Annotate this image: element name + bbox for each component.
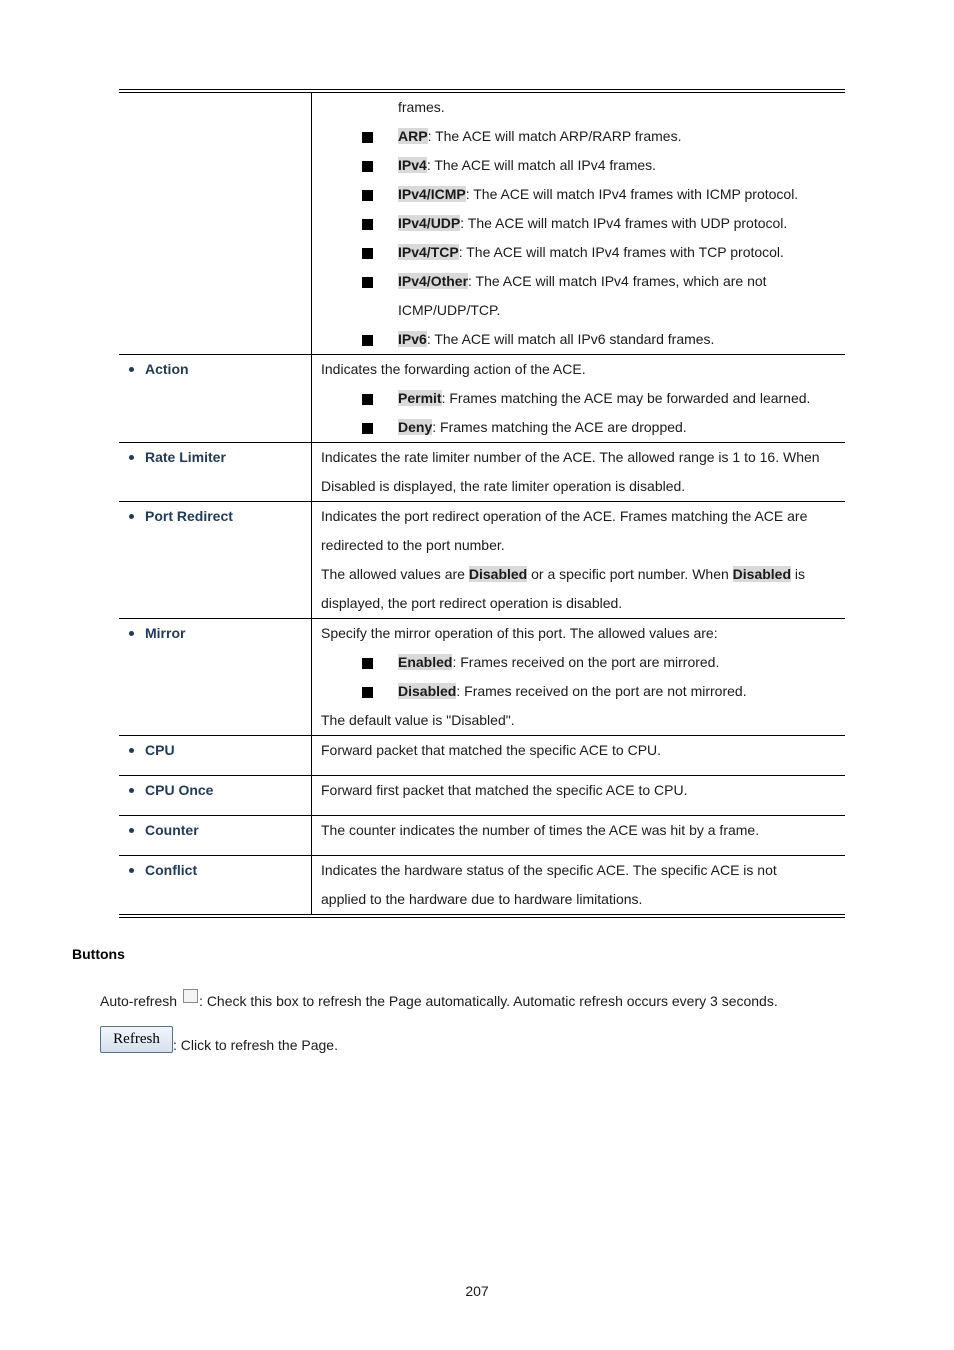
- parameter-cell: [119, 776, 312, 815]
- parameter-label: Counter: [145, 822, 199, 838]
- option-continuation: ICMP/UDP/TCP.: [398, 302, 501, 318]
- description-line: Forward first packet that matched the specific ACE to CPU.: [321, 782, 688, 798]
- parameter-label: CPU: [145, 742, 175, 758]
- option-item: [321, 677, 841, 706]
- option-keyword: IPv6: [398, 331, 427, 347]
- parameter-label: Action: [145, 361, 189, 377]
- auto-refresh-text: : Check this box to refresh the Page automatically. Automatic refresh occurs every 3 seconds.: [199, 993, 778, 1009]
- bullet-dot-icon: [129, 828, 134, 833]
- description-cell: [312, 502, 845, 618]
- option-keyword: IPv4: [398, 157, 427, 173]
- option-text: : The ACE will match IPv4 frames with UDP protocol.: [460, 215, 788, 231]
- option-item: [321, 267, 841, 296]
- option-keyword: IPv4/Other: [398, 273, 469, 289]
- option-keyword: IPv4/TCP: [398, 244, 459, 260]
- table-row: [119, 442, 845, 501]
- square-bullet-icon: [362, 248, 373, 259]
- parameter-name: [129, 619, 311, 648]
- parameter-cell: [119, 736, 312, 775]
- option-text: : The ACE will match all IPv6 standard frames.: [426, 331, 715, 347]
- auto-refresh-label: Auto-refresh: [100, 993, 178, 1009]
- parameter-name: [129, 736, 311, 765]
- description-fragment: The allowed values are: [321, 566, 469, 582]
- description-line: [321, 560, 841, 589]
- parameter-cell: [119, 443, 312, 501]
- description-line: Indicates the hardware status of the specific ACE. The specific ACE is not: [321, 862, 777, 878]
- option-text: : The ACE will match IPv4 frames, which are not: [468, 273, 767, 289]
- option-keyword: IPv4/ICMP: [398, 186, 466, 202]
- parameter-cell: [119, 93, 312, 354]
- option-item: [321, 384, 841, 413]
- option-continuation: frames.: [398, 99, 445, 115]
- table-row: [119, 354, 845, 442]
- square-bullet-icon: [362, 190, 373, 201]
- option-keyword: Disabled: [398, 683, 457, 699]
- parameter-name: [129, 816, 311, 845]
- page-number: 207: [465, 1283, 489, 1299]
- table-bottom-rule: [119, 914, 845, 918]
- parameter-label: Rate Limiter: [145, 449, 226, 465]
- square-bullet-icon: [362, 394, 373, 405]
- square-bullet-icon: [362, 132, 373, 143]
- description-cell: [312, 93, 845, 354]
- description-cell: [312, 856, 845, 914]
- description-cell: [312, 619, 845, 735]
- parameter-cell: [119, 856, 312, 914]
- parameter-label: Mirror: [145, 625, 186, 641]
- table-row: [119, 775, 845, 815]
- parameter-table: [119, 89, 845, 918]
- square-bullet-icon: [362, 161, 373, 172]
- refresh-text: : Click to refresh the Page.: [173, 1037, 338, 1054]
- option-text: : Frames received on the port are mirrored.: [452, 654, 720, 670]
- parameter-name: [129, 856, 311, 885]
- parameter-name: [129, 776, 311, 805]
- refresh-button[interactable]: Refresh: [100, 1026, 173, 1053]
- description-fragment: or a specific port number. When: [527, 566, 733, 582]
- description-line: The default value is "Disabled".: [321, 712, 515, 728]
- description-cell: [312, 443, 845, 501]
- parameter-name: [129, 502, 311, 531]
- bullet-dot-icon: [129, 367, 134, 372]
- option-keyword: Deny: [398, 419, 433, 435]
- table-row: [119, 855, 845, 914]
- bullet-dot-icon: [129, 748, 134, 753]
- description-fragment: is: [791, 566, 806, 582]
- table-row: [119, 93, 845, 354]
- parameter-cell: [119, 619, 312, 735]
- table-row: [119, 815, 845, 855]
- refresh-description: [100, 1026, 338, 1053]
- option-item: [321, 209, 841, 238]
- option-item: [321, 413, 841, 442]
- description-line: displayed, the port redirect operation is disabled.: [321, 595, 623, 611]
- option-item: [321, 325, 841, 354]
- value-keyword: Disabled: [732, 566, 792, 582]
- option-keyword: Permit: [398, 390, 442, 406]
- table-body: [119, 93, 845, 914]
- option-text: : Frames matching the ACE are dropped.: [432, 419, 687, 435]
- parameter-cell: [119, 355, 312, 442]
- square-bullet-icon: [362, 335, 373, 346]
- option-item: [321, 238, 841, 267]
- auto-refresh-description: [100, 987, 778, 1015]
- option-item: [321, 122, 841, 151]
- description-line: Indicates the rate limiter number of the ACE. The allowed range is 1 to 16. When: [321, 449, 820, 465]
- bullet-dot-icon: [129, 514, 134, 519]
- parameter-name: [129, 355, 311, 384]
- bullet-dot-icon: [129, 788, 134, 793]
- table-row: [119, 501, 845, 618]
- option-text: : The ACE will match IPv4 frames with TCP protocol.: [458, 244, 784, 260]
- description-line: applied to the hardware due to hardware limitations.: [321, 891, 643, 907]
- description-cell: [312, 816, 845, 855]
- option-keyword: IPv4/UDP: [398, 215, 461, 231]
- option-item: [321, 648, 841, 677]
- description-line: Disabled is displayed, the rate limiter operation is disabled.: [321, 478, 686, 494]
- option-text: : The ACE will match all IPv4 frames.: [426, 157, 657, 173]
- buttons-heading: Buttons: [72, 946, 125, 962]
- description-line: The counter indicates the number of times the ACE was hit by a frame.: [321, 822, 760, 838]
- option-text: : Frames received on the port are not mirrored.: [456, 683, 747, 699]
- auto-refresh-checkbox[interactable]: [183, 989, 198, 1003]
- table-row: [119, 618, 845, 735]
- description-cell: [312, 355, 845, 442]
- option-keyword: Enabled: [398, 654, 453, 670]
- option-text: : The ACE will match IPv4 frames with ICMP protocol.: [465, 186, 799, 202]
- square-bullet-icon: [362, 277, 373, 288]
- description-line: Indicates the forwarding action of the ACE.: [321, 361, 586, 377]
- parameter-name: [129, 443, 311, 472]
- option-keyword: ARP: [398, 128, 428, 144]
- description-cell: [312, 776, 845, 815]
- description-cell: [312, 736, 845, 775]
- square-bullet-icon: [362, 658, 373, 669]
- square-bullet-icon: [362, 687, 373, 698]
- option-item: [321, 151, 841, 180]
- description-line: redirected to the port number.: [321, 537, 505, 553]
- option-text: : The ACE will match ARP/RARP frames.: [427, 128, 682, 144]
- square-bullet-icon: [362, 423, 373, 434]
- parameter-label: CPU Once: [145, 782, 214, 798]
- description-line: Forward packet that matched the specific ACE to CPU.: [321, 742, 662, 758]
- value-keyword: Disabled: [468, 566, 528, 582]
- parameter-label: Port Redirect: [145, 508, 233, 524]
- square-bullet-icon: [362, 219, 373, 230]
- description-line: Specify the mirror operation of this port. The allowed values are:: [321, 625, 718, 641]
- bullet-dot-icon: [129, 455, 134, 460]
- bullet-dot-icon: [129, 868, 134, 873]
- option-item: [321, 180, 841, 209]
- parameter-label: Conflict: [145, 862, 198, 878]
- bullet-dot-icon: [129, 631, 134, 636]
- option-text: : Frames matching the ACE may be forwarded and learned.: [441, 390, 811, 406]
- parameter-cell: [119, 816, 312, 855]
- parameter-cell: [119, 502, 312, 618]
- table-row: [119, 735, 845, 775]
- description-line: Indicates the port redirect operation of the ACE. Frames matching the ACE are: [321, 508, 808, 524]
